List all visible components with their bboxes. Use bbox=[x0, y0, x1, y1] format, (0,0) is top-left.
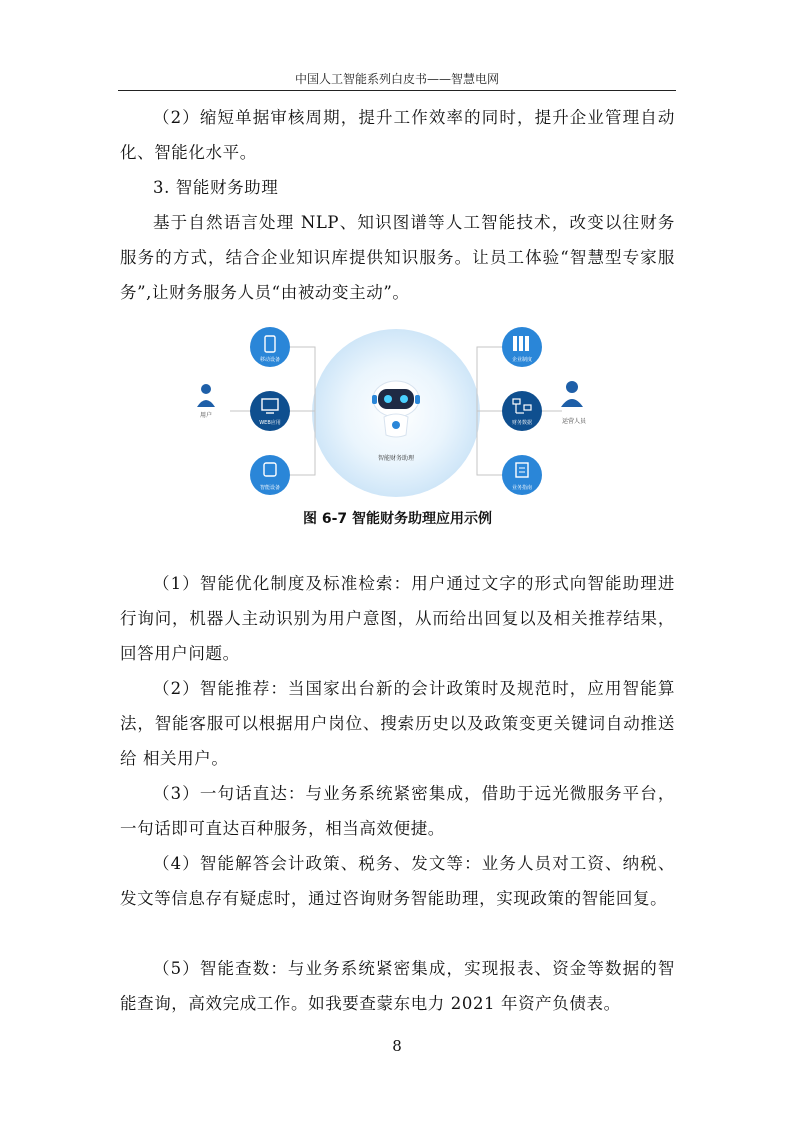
left-user-label: 用户 bbox=[199, 412, 213, 419]
node-web-app bbox=[250, 391, 290, 431]
paragraph-audit-cycle: （2）缩短单据审核周期，提升工作效率的同时，提升企业管理自动化、智能化水平。 bbox=[120, 108, 675, 162]
node-enterprise-policy bbox=[502, 327, 542, 367]
figure-caption: 图 6-7 智能财务助理应用示例 bbox=[302, 511, 493, 527]
left-user-icon bbox=[197, 384, 215, 407]
figure-financial-assistant-diagram bbox=[190, 325, 602, 500]
node-mobile-device-label: 移动设备 bbox=[259, 357, 281, 363]
paragraph-assistant-intro: 基于自然语言处理 NLP、知识图谱等人工智能技术，改变以往财务服务的方式，结合企业知识库提供知识服务。让员工体验“智慧型专家服务”,让财务服务人员“由被动变主动”。 bbox=[120, 213, 675, 302]
center-label: 智能财务助理 bbox=[377, 455, 415, 462]
paragraph-standard-search: （1）智能优化制度及标准检索：用户通过文字的形式向智能助理进行询问，机器人主动识别为用户意图，从而给出回复以及相关推荐结果，回答用户问题。 bbox=[120, 574, 675, 663]
right-user-icon bbox=[561, 381, 583, 407]
node-smart-device bbox=[250, 455, 290, 495]
node-web-app-label: WEB应用 bbox=[259, 420, 281, 426]
paragraph-policy-answer: （4）智能解答会计政策、税务、发文等：业务人员对工资、纳税、发文等信息存有疑虑时，通过咨询财务智能助理，实现政策的智能回复。 bbox=[120, 854, 675, 908]
page-number: 8 bbox=[392, 1037, 402, 1055]
paragraph-smart-query: （5）智能查数：与业务系统紧密集成，实现报表、资金等数据的智能查询，高效完成工作。如我要查蒙东电力 2021 年资产负债表。 bbox=[120, 959, 675, 1013]
node-financial-data-label: 财务数据 bbox=[511, 420, 533, 426]
node-business-guide bbox=[502, 455, 542, 495]
right-user-label: 运营人员 bbox=[561, 418, 587, 425]
node-mobile-device bbox=[250, 327, 290, 367]
header-rule bbox=[118, 90, 676, 91]
node-enterprise-policy-label: 企业制度 bbox=[511, 357, 533, 363]
section-heading-financial-assistant: 3. 智能财务助理 bbox=[153, 178, 279, 197]
paragraph-smart-recommend: （2）智能推荐：当国家出台新的会计政策时及规范时，应用智能算法，智能客服可以根据用户岗位、搜索历史以及政策变更关键词自动推送给 相关用户。 bbox=[120, 679, 675, 768]
node-financial-data bbox=[502, 391, 542, 431]
running-header: 中国人工智能系列白皮书——智慧电网 bbox=[294, 72, 499, 86]
paragraph-one-sentence: （3）一句话直达：与业务系统紧密集成，借助于远光微服务平台，一句话即可直达百种服务，相当高效便捷。 bbox=[120, 784, 675, 838]
node-smart-device-label: 智能设备 bbox=[259, 485, 281, 491]
node-business-guide-label: 业务指南 bbox=[511, 485, 533, 491]
